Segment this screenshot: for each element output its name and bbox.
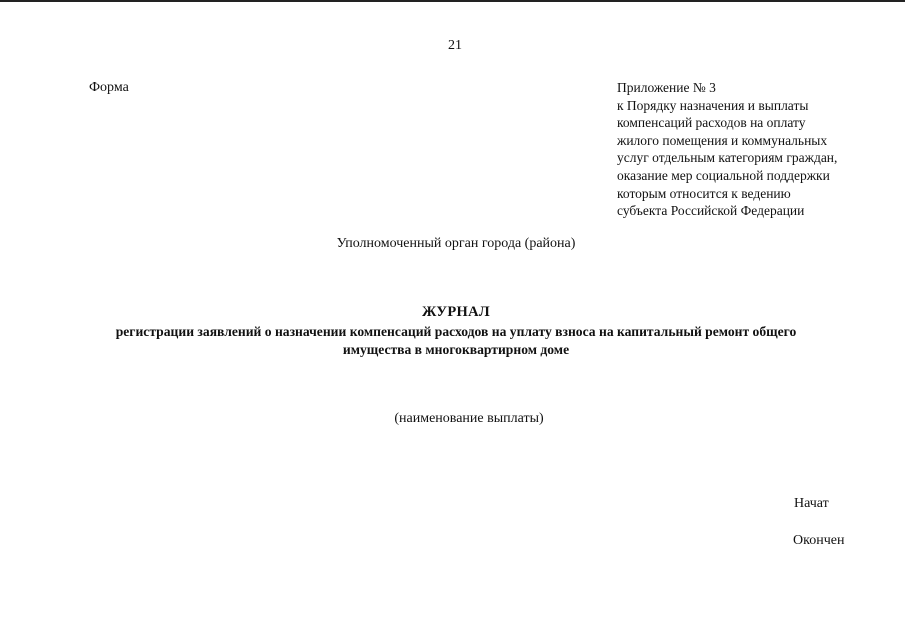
appendix-line: компенсаций расходов на оплату (617, 115, 806, 131)
payment-name-caption: (наименование выплаты) (394, 411, 544, 426)
appendix-line: Приложение № 3 (617, 80, 716, 95)
form-label: Форма (89, 80, 129, 95)
appendix-block (617, 79, 887, 220)
journal-subtitle (0, 323, 905, 359)
journal-subtitle-line: имущества в многоквартирном доме (342, 342, 570, 357)
appendix-line: оказание мер социальной поддержки (617, 167, 830, 183)
authority-heading: Уполномоченный орган города (района) (336, 236, 576, 251)
journal-subtitle-line: регистрации заявлений о назначении компенсаций расходов на уплату взноса на капитальный ремонт общего (115, 324, 797, 339)
page-number: 21 (448, 38, 462, 53)
journal-title: ЖУРНАЛ (422, 304, 490, 320)
finished-label: Окончен (793, 533, 845, 548)
top-border-line (0, 0, 905, 2)
started-label: Начат (794, 496, 829, 511)
appendix-line: к Порядку назначения и выплаты (617, 97, 809, 113)
appendix-line: услуг отдельным категориям граждан, (617, 150, 838, 166)
appendix-line: жилого помещения и коммунальных (617, 132, 828, 148)
appendix-line: которым относится к ведению (617, 185, 791, 201)
appendix-line: субъекта Российской Федерации (617, 203, 805, 219)
